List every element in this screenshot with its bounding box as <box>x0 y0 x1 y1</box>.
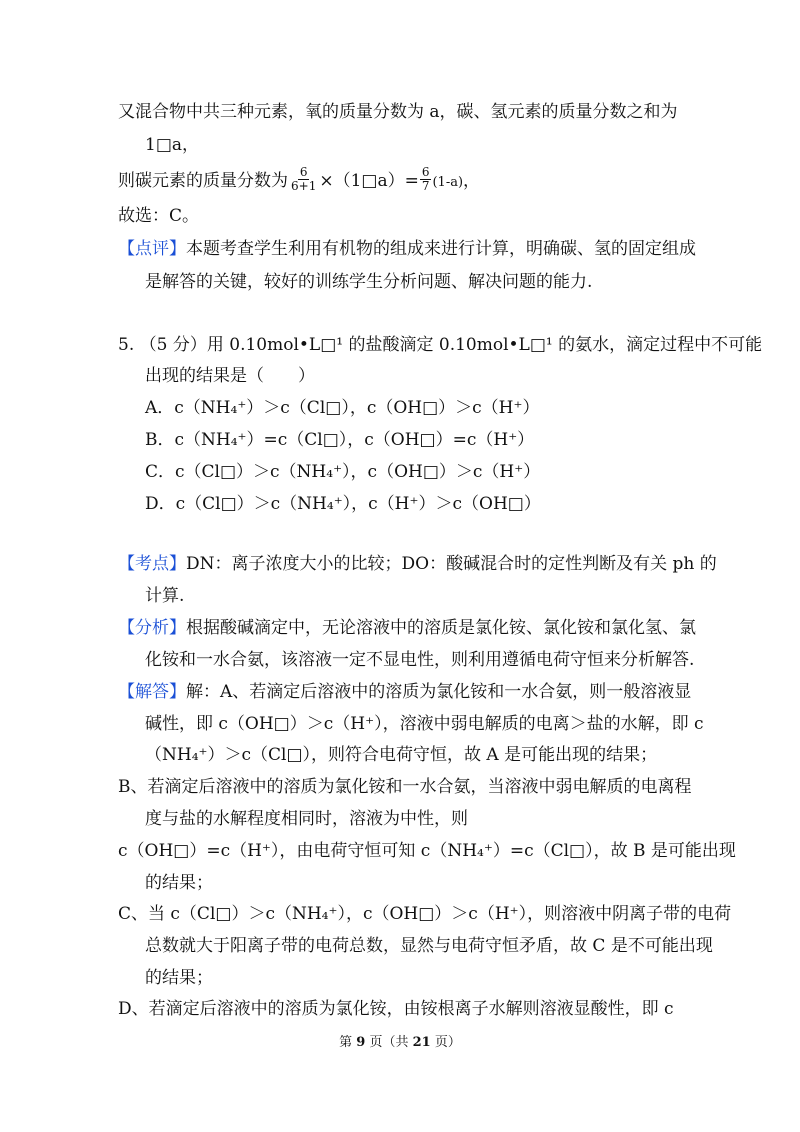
text-span: 解：A、若滴定后溶液中的溶质为氯化铵和一水合氨，则一般溶液显 <box>186 682 692 702</box>
text-span: 则碳元素的质量分数为 <box>118 171 288 191</box>
footer-text: 第 <box>339 1035 357 1050</box>
section-tag-comment: 【点评】 <box>118 239 186 259</box>
text-line: B、若滴定后溶液中的溶质为氯化铵和一水合氨，当溶液中弱电解质的电离程 <box>118 777 692 797</box>
text-span: ×（1□a）= <box>319 171 419 191</box>
text-line: 故选：C。 <box>118 206 200 226</box>
option-a: A．c（NH₄⁺）＞c（Cl□），c（OH□）＞c（H⁺） <box>145 398 540 418</box>
text-line: c（OH□）=c（H⁺），由电荷守恒可知 c（NH₄⁺）=c（Cl□），故 B 是可能出现 <box>118 841 736 861</box>
text-line: （NH₄⁺）＞c（Cl□），则符合电荷守恒，故 A 是可能出现的结果； <box>145 745 658 765</box>
text-span: 本题考查学生利用有机物的组成来进行计算，明确碳、氢的固定组成 <box>186 239 696 259</box>
text-line: 的结果； <box>145 873 213 893</box>
text-line: 1□a， <box>145 135 200 155</box>
fenxi-line <box>118 617 696 639</box>
footer-text: 页） <box>430 1035 461 1050</box>
text-line: 是解答的关键，较好的训练学生分析问题、解决问题的能力. <box>145 272 593 292</box>
option-d: D．c（Cl□）＞c（NH₄⁺），c（H⁺）＞c（OH□） <box>145 494 541 514</box>
page-footer <box>0 1034 800 1052</box>
jieda-line <box>118 681 691 703</box>
section-tag-jieda: 【解答】 <box>118 682 186 702</box>
text-span: ， <box>463 171 481 191</box>
comment-line <box>118 238 696 260</box>
text-line: 的结果； <box>145 968 213 988</box>
section-tag-kaodian: 【考点】 <box>118 554 186 574</box>
text-span: (1-a) <box>432 175 464 190</box>
question-stem: 5. （5 分）用 0.10mol•L□¹ 的盐酸滴定 0.10mol•L□¹ 的氨水，滴定过程中不可能 <box>118 335 763 355</box>
option-b: B．c（NH₄⁺）=c（Cl□），c（OH□）=c（H⁺） <box>145 430 535 450</box>
text-line: C、当 c（Cl□）＞c（NH₄⁺），c（OH□）＞c（H⁺），则溶液中阴离子带的电荷 <box>118 904 732 924</box>
fraction-denominator: 7 <box>421 179 430 193</box>
text-span: DN：离子浓度大小的比较；DO：酸碱混合时的定性判断及有关 ph 的 <box>186 554 717 574</box>
fraction-numerator: 6 <box>421 165 430 179</box>
text-line: 总数就大于阳离子带的电荷总数，显然与电荷守恒矛盾，故 C 是不可能出现 <box>145 936 713 956</box>
fraction-denominator: 6+1 <box>291 179 317 193</box>
text-span: 根据酸碱滴定中，无论溶液中的溶质是氯化铵、氯化铵和氯化氢、氯 <box>186 618 696 638</box>
fraction-1 <box>289 166 318 193</box>
page-number: 9 <box>356 1035 366 1050</box>
page-total: 21 <box>412 1035 431 1050</box>
text-line: 化铵和一水合氨，该溶液一定不显电性，则利用遵循电荷守恒来分析解答. <box>145 650 695 670</box>
fraction-numerator: 6 <box>299 165 308 179</box>
text-line: D、若滴定后溶液中的溶质为氯化铵，由铵根离子水解则溶液显酸性，即 c <box>118 999 674 1019</box>
kaodian-line <box>118 553 717 575</box>
footer-text: 页（共 <box>365 1035 413 1050</box>
section-tag-fenxi: 【分析】 <box>118 618 186 638</box>
fraction-2 <box>420 166 432 193</box>
text-line: 碱性，即 c（OH□）＞c（H⁺），溶液中弱电解质的电离＞盐的水解，即 c <box>145 714 704 734</box>
question-stem: 出现的结果是（ ） <box>145 366 315 386</box>
option-c: C．c（Cl□）＞c（NH₄⁺），c（OH□）＞c（H⁺） <box>145 462 541 482</box>
text-line: 计算. <box>145 586 185 606</box>
formula-line <box>118 165 481 195</box>
text-line: 度与盐的水解程度相同时，溶液为中性，则 <box>145 809 468 829</box>
text-line: 又混合物中共三种元素，氧的质量分数为 a，碳、氢元素的质量分数之和为 <box>118 102 678 122</box>
